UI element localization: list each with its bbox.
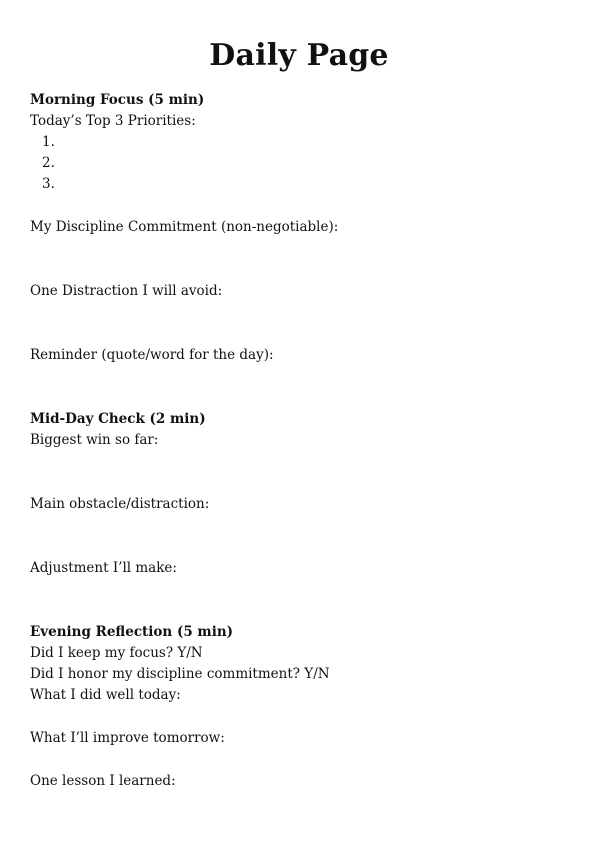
keep-focus-question: Did I keep my focus? Y/N <box>30 645 203 661</box>
evening-reflection-heading: Evening Reflection (5 min) <box>30 624 234 640</box>
biggest-win-label: Biggest win so far: <box>30 432 159 448</box>
priority-item-3: 3. <box>42 176 55 192</box>
reminder-label: Reminder (quote/word for the day): <box>30 347 274 363</box>
priority-item-2: 2. <box>42 155 55 171</box>
midday-check-heading: Mid-Day Check (2 min) <box>30 411 206 427</box>
page-title: Daily Page <box>209 38 389 73</box>
lesson-learned-label: One lesson I learned: <box>30 773 176 789</box>
priority-item-1: 1. <box>42 134 55 150</box>
honor-commitment-question: Did I honor my discipline commitment? Y/N <box>30 666 330 682</box>
morning-focus-heading: Morning Focus (5 min) <box>30 92 205 108</box>
distraction-label: One Distraction I will avoid: <box>30 283 223 299</box>
adjustment-label: Adjustment I’ll make: <box>30 560 177 576</box>
did-well-label: What I did well today: <box>30 687 181 703</box>
priorities-label: Today’s Top 3 Priorities: <box>30 113 196 129</box>
main-obstacle-label: Main obstacle/distraction: <box>30 496 210 512</box>
improve-tomorrow-label: What I’ll improve tomorrow: <box>30 730 225 746</box>
discipline-commitment-label: My Discipline Commitment (non-negotiable): <box>30 219 339 235</box>
